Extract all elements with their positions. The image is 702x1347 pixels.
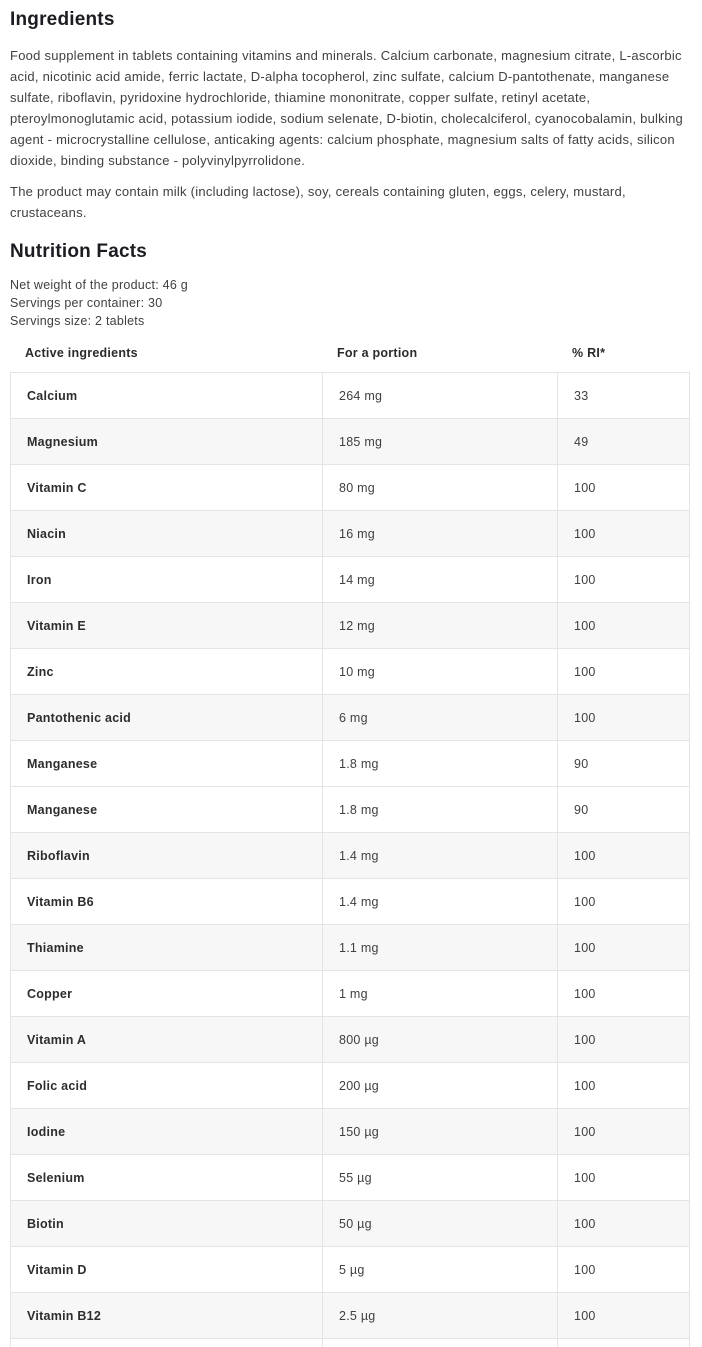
ri-percent-cell: 100: [557, 879, 689, 924]
ri-percent-cell: 100: [557, 1247, 689, 1292]
nutrition-facts-title: Nutrition Facts: [10, 241, 148, 262]
portion-value-cell: 1.4 mg: [322, 833, 557, 878]
ingredient-name-cell: Manganese: [27, 802, 98, 817]
ri-percent-cell: 100: [557, 925, 689, 970]
ri-percent-cell: 100: [557, 465, 689, 510]
portion-value-cell: 1.8 mg: [322, 741, 557, 786]
table-row: [11, 465, 689, 511]
portion-value-cell: 2.5 µg: [322, 1293, 557, 1338]
portion-value-cell: 50 µg: [322, 1201, 557, 1246]
nutrition-table: [10, 372, 690, 1347]
ri-percent-cell: 100: [557, 1063, 689, 1108]
ingredient-name-cell: Selenium: [27, 1170, 85, 1185]
ingredient-name-cell: Riboflavin: [27, 848, 90, 863]
ingredient-name-cell: Pantothenic acid: [27, 710, 132, 725]
portion-value-cell: 12 mg: [322, 603, 557, 648]
ri-percent-cell: 100: [557, 649, 689, 694]
table-row-partial: [11, 1339, 689, 1347]
nutrition-table-header: [10, 346, 692, 360]
table-row: [11, 971, 689, 1017]
table-row: [11, 1017, 689, 1063]
ri-percent-cell: 100: [557, 1201, 689, 1246]
portion-value-cell: 14 mg: [322, 557, 557, 602]
ingredient-name-cell: Manganese: [27, 756, 98, 771]
portion-value-cell: 1.1 mg: [322, 925, 557, 970]
portion-value-cell: 264 mg: [322, 373, 557, 418]
ingredient-name-cell: Vitamin B12: [27, 1308, 102, 1323]
ingredient-name-cell: Folic acid: [27, 1078, 88, 1093]
ingredient-name-cell: Thiamine: [27, 940, 84, 955]
portion-value-cell: 1 mg: [322, 971, 557, 1016]
ingredient-name-cell: Vitamin D: [27, 1262, 87, 1277]
ri-percent-cell: 90: [557, 787, 689, 832]
ri-percent-cell: 100: [557, 833, 689, 878]
column-header-active-ingredients: Active ingredients: [25, 346, 138, 360]
portion-value-cell: 80 mg: [322, 465, 557, 510]
portion-value-cell: 1.4 mg: [322, 879, 557, 924]
ingredients-title: Ingredients: [10, 9, 115, 30]
portion-value-cell: 800 µg: [322, 1017, 557, 1062]
table-row: [11, 1063, 689, 1109]
ri-percent-cell: 100: [557, 1017, 689, 1062]
table-row: [11, 511, 689, 557]
product-details-section: [0, 9, 702, 1347]
portion-value-cell: 5 µg: [322, 1247, 557, 1292]
column-header-for-a-portion: For a portion: [337, 346, 418, 360]
table-row: [11, 1109, 689, 1155]
table-row: [11, 741, 689, 787]
table-row: [11, 373, 689, 419]
table-row: [11, 833, 689, 879]
ingredient-name-cell: Iron: [27, 572, 52, 587]
allergen-notice: The product may contain milk (including lactose), soy, cereals containing gluten, eggs, celery, mustard, crustaceans.: [10, 184, 626, 220]
table-row: [11, 1201, 689, 1247]
ingredient-name-cell: Biotin: [27, 1216, 64, 1231]
ingredients-description: Food supplement in tablets containing vitamins and minerals. Calcium carbonate, magnesium citrate, L-ascorbic acid, nicotinic acid amide, ferric lactate, D-alpha tocopherol, zinc sulfate, calcium D-pantothenate, manganese sulfate, riboflavin, pyridoxine hydrochloride, thiamine mononitrate, copper sulfate, retinyl acetate, pteroylmonoglutamic acid, potassium iodide, sodium selenate, D-biotin, cholecalciferol, cyanocobalamin, bulking agent - microcrystalline cellulose, anticaking agents: calcium phosphate, magnesium salts of fatty acids, silicon dioxide, binding substance - polyvinylpyrrolidone.: [10, 48, 684, 168]
ri-percent-cell: 100: [557, 557, 689, 602]
table-row: [11, 603, 689, 649]
ingredient-name-cell: Niacin: [27, 526, 67, 541]
ingredient-name-cell: Vitamin E: [27, 618, 86, 633]
servings-size-line: Servings size: 2 tablets: [10, 314, 145, 328]
portion-value-cell: 185 mg: [322, 419, 557, 464]
portion-value-cell: 200 µg: [322, 1063, 557, 1108]
table-row: [11, 787, 689, 833]
table-row: [11, 925, 689, 971]
portion-value-cell: 1.8 mg: [322, 787, 557, 832]
table-row: [11, 1247, 689, 1293]
table-row: [11, 879, 689, 925]
table-row: [11, 695, 689, 741]
net-weight-line: Net weight of the product: 46 g: [10, 278, 188, 292]
column-header-percent-ri: % RI*: [572, 346, 606, 360]
table-row: [11, 1155, 689, 1201]
ingredient-name-cell: Vitamin A: [27, 1032, 87, 1047]
ri-percent-cell: 100: [557, 1293, 689, 1338]
ri-percent-cell: 100: [557, 511, 689, 556]
table-row: [11, 1293, 689, 1339]
ri-percent-cell: 90: [557, 741, 689, 786]
ri-percent-cell: 49: [557, 419, 689, 464]
ri-percent-cell: 100: [557, 695, 689, 740]
ri-percent-cell: 100: [557, 1109, 689, 1154]
ingredient-name-cell: Vitamin B6: [27, 894, 94, 909]
ingredient-name-cell: Calcium: [27, 388, 78, 403]
ri-percent-cell: 100: [557, 603, 689, 648]
portion-value-cell: 55 µg: [322, 1155, 557, 1200]
ingredient-name-cell: Vitamin C: [27, 480, 87, 495]
ri-percent-cell: 100: [557, 1155, 689, 1200]
portion-value-cell: 16 mg: [322, 511, 557, 556]
portion-value-cell: 6 mg: [322, 695, 557, 740]
ri-percent-cell: 100: [557, 971, 689, 1016]
serving-info: [10, 276, 692, 330]
table-row: [11, 557, 689, 603]
ingredient-name-cell: Magnesium: [27, 434, 99, 449]
ingredient-name-cell: Zinc: [27, 664, 54, 679]
ingredient-name-cell: Copper: [27, 986, 73, 1001]
portion-value-cell: 150 µg: [322, 1109, 557, 1154]
portion-value-cell: 10 mg: [322, 649, 557, 694]
ri-percent-cell: 33: [557, 373, 689, 418]
table-row: [11, 419, 689, 465]
ingredient-name-cell: Iodine: [27, 1124, 66, 1139]
table-row: [11, 649, 689, 695]
servings-per-container-line: Servings per container: 30: [10, 296, 163, 310]
